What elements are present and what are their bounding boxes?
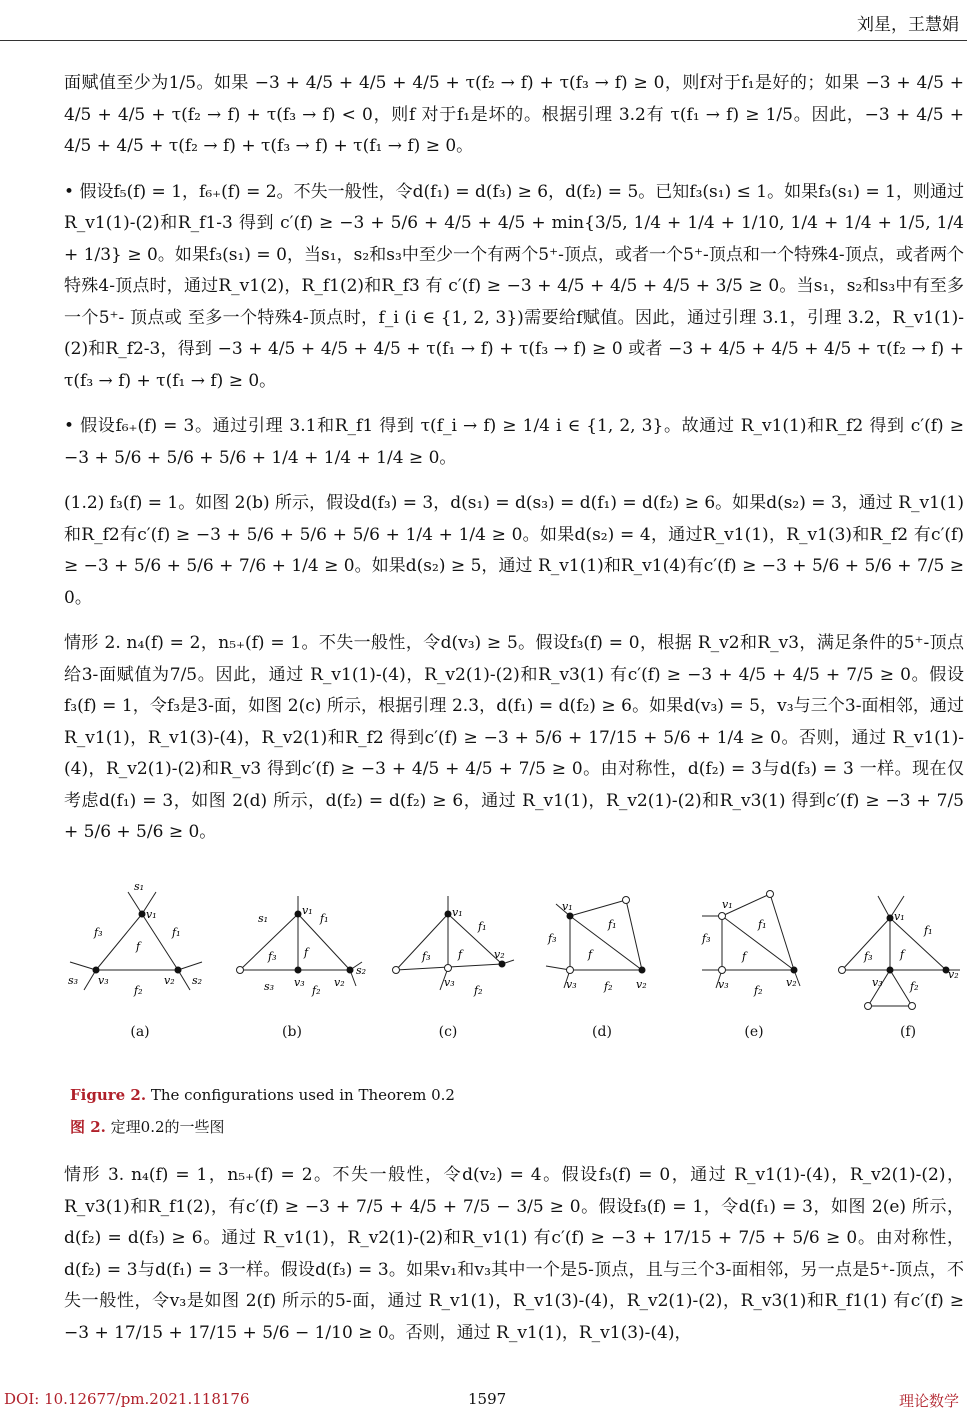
svg-text:f₃: f₃ (864, 950, 873, 963)
header-authors: 刘星，王慧娟 (857, 15, 959, 35)
paragraph-1: 面赋值至少为1/5。如果 −3 + 4/5 + 4/5 + 4/5 + τ(f₂ → f) + τ(f₃ → f) ≥ 0，则f对于f₁是好的；如果 −3 + 4/5 + 4/5 + 4/5 + τ(f₂ → f) + τ(f₃ → f) < 0，则f 对于f₁是坏的。根据引理 3.2有 τ(f₁ → f) ≥ 1/5。因此，−3 + 4/5 + 4/5 + 4/5 + τ(f₂ → f) + τ(f₃ → f) + τ(f₁ → f) ≥ 0。 (64, 73, 964, 156)
svg-text:f: f (304, 946, 309, 959)
svg-text:v₁: v₁ (302, 904, 313, 917)
footer-page-number: 1597 (468, 1390, 507, 1408)
svg-text:v₁: v₁ (722, 898, 733, 911)
configuration-b-diagram (224, 878, 374, 1018)
svg-text:f₂: f₂ (474, 984, 483, 997)
configuration-a-diagram (64, 878, 214, 1018)
svg-text:v₁: v₁ (146, 908, 157, 921)
svg-text:v₃: v₃ (294, 976, 305, 989)
svg-text:f: f (900, 948, 905, 961)
svg-text:v₂: v₂ (494, 948, 505, 961)
svg-text:f₂: f₂ (910, 980, 919, 993)
svg-text:v₁: v₁ (452, 906, 463, 919)
svg-text:v₂: v₂ (334, 976, 345, 989)
page-footer (0, 1390, 967, 1414)
svg-text:f₁: f₁ (608, 918, 617, 931)
configuration-d-diagram (536, 878, 686, 1018)
svg-text:f₂: f₂ (754, 984, 763, 997)
svg-text:v₃: v₃ (98, 974, 109, 987)
subfigure-label-e: (e) (744, 1024, 764, 1040)
svg-text:f: f (742, 950, 747, 963)
configuration-f-diagram (814, 878, 964, 1018)
footer-journal-name: 理论数学 (898, 1392, 959, 1410)
figure-caption-english (70, 1086, 455, 1104)
subfigure-b (224, 878, 374, 1018)
svg-text:f₁: f₁ (758, 918, 767, 931)
svg-text:s₁: s₁ (134, 880, 145, 893)
paragraph-4: (1.2) f₃(f) = 1。如图 2(b) 所示，假设d(f₃) = 3，d(s₁) = d(s₃) = d(f₁) = d(f₂) ≥ 6。如果d(s₂) = 3，通过 R_v1(1)和R_f2有c′(f) ≥ −3 + 5/6 + 5/6 + 5/6 + 1/4 + 1/4 ≥ 0。如果d(s₂) = 4，通过R_v1(1)，R_v1(3)和R_f2 有c′(f) ≥ −3 + 5/6 + 5/6 + 7/6 + 1/4 ≥ 0。如果d(s₂) ≥ 5，通过 R_v1(1)和R_v1(4)有c′(f) ≥ −3 + 5/6 + 5/6 + 7/5 ≥ 0。 (64, 493, 964, 608)
svg-text:f₃: f₃ (422, 950, 431, 963)
svg-text:f: f (136, 940, 141, 953)
configuration-c-diagram (382, 878, 532, 1018)
body-text-continued (64, 1160, 964, 1363)
svg-text:f: f (588, 948, 593, 961)
svg-text:s₂: s₂ (356, 964, 367, 977)
svg-text:f₃: f₃ (94, 926, 103, 939)
caption-en-text: The configurations used in Theorem 0.2 (150, 1086, 455, 1104)
caption-cn-tag: 图 2. (70, 1118, 106, 1136)
svg-text:f: f (458, 948, 463, 961)
svg-text:f₁: f₁ (924, 924, 933, 937)
figure-2 (64, 878, 964, 1048)
svg-text:f₂: f₂ (312, 984, 321, 997)
svg-text:s₂: s₂ (192, 974, 203, 987)
subfigure-d (536, 878, 686, 1018)
subfigure-label-a: (a) (130, 1024, 150, 1040)
subfigure-c (382, 878, 532, 1018)
subfigure-label-c: (c) (438, 1024, 458, 1040)
svg-text:f₂: f₂ (604, 980, 613, 993)
subfigure-a (64, 878, 214, 1018)
svg-text:s₃: s₃ (264, 980, 275, 993)
svg-text:f₃: f₃ (548, 932, 557, 945)
page-header (0, 0, 967, 41)
svg-text:v₂: v₂ (948, 968, 959, 981)
footer-doi-link[interactable]: DOI: 10.12677/pm.2021.118176 (4, 1390, 250, 1408)
svg-text:s₁: s₁ (258, 912, 269, 925)
svg-text:v₂: v₂ (164, 974, 175, 987)
svg-text:v₂: v₂ (636, 978, 647, 991)
subfigure-label-b: (b) (282, 1024, 302, 1040)
svg-text:f₃: f₃ (702, 932, 711, 945)
svg-text:f₁: f₁ (320, 912, 329, 925)
figure-caption-chinese (70, 1116, 225, 1137)
svg-text:v₃: v₃ (566, 978, 577, 991)
svg-text:v₁: v₁ (562, 900, 573, 913)
svg-text:v₁: v₁ (894, 910, 905, 923)
paragraph-3: • 假设f₆₊(f) = 3。通过引理 3.1和R_f1 得到 τ(f_i → f) ≥ 1/4 i ∈ {1, 2, 3}。故通过 R_v1(1)和R_f2 得到 c′(f) ≥ −3 + 5/6 + 5/6 + 5/6 + 1/4 + 1/4 + 1/4 ≥ 0。 (64, 416, 964, 468)
svg-text:v₃: v₃ (718, 978, 729, 991)
paragraph-5: 情形 2. n₄(f) = 2，n₅₊(f) = 1。不失一般性，令d(v₃) ≥ 5。假设f₃(f) = 0，根据 R_v2和R_v3，满足条件的5⁺-顶点给3-面赋值为7/5。因此，通过 R_v1(1)-(4)，R_v2(1)-(2)和R_v3(1) 有c′(f) ≥ −3 + 4/5 + 4/5 + 7/5 ≥ 0。假设f₃(f) = 1，令f₃是3-面，如图 2(c) 所示，根据引理 2.3，d(f₁) = d(f₂) ≥ 6。如果d(v₃) = 5，v₃与三个3-面相邻，通过 R_v1(1)，R_v1(3)-(4)，R_v2(1)和R_f2 得到c′(f) ≥ −3 + 5/6 + 17/15 + 5/6 + 1/4 ≥ 0。否则，通过 R_v1(1)-(4)，R_v2(1)-(2)和R_v3 得到c′(f) ≥ −3 + 4/5 + 4/5 + 7/5 ≥ 0。由对称性，d(f₂) = 3与d(f₃) = 3 一样。现在仅考虑d(f₁) = 3，如图 2(d) 所示，d(f₂) = d(f₂) ≥ 6，通过 R_v1(1)，R_v2(1)-(2)和R_v3(1) 得到c′(f) ≥ −3 + 7/5 + 5/6 + 5/6 ≥ 0。 (64, 633, 964, 842)
svg-text:v₃: v₃ (444, 976, 455, 989)
paragraph-2: • 假设f₅(f) = 1，f₆₊(f) = 2。不失一般性，令d(f₁) = d(f₃) ≥ 6，d(f₂) = 5。已知f₃(s₁) ≤ 1。如果f₃(s₁) = 1，则通过 R_v1(1)-(2)和R_f1-3 得到 c′(f) ≥ −3 + 5/6 + 4/5 + 4/5 + min{3/5, 1/4 + 1/4 + 1/10, 1/4 + 1/4 + 1/5, 1/4 + 1/3} ≥ 0。如果f₃(s₁) = 0，当s₁，s₂和s₃中至少一个有两个5⁺-顶点，或者一个5⁺-顶点和一个特殊4-顶点，或者两个特殊4-顶点时，通过R_v1(2)，R_f1(2)和R_f3 有 c′(f) ≥ −3 + 4/5 + 4/5 + 4/5 + 3/5 ≥ 0。当s₁，s₂和s₃中有至多一个5⁺- 顶点或 至多一个特殊4-顶点时，f_i (i ∈ {1, 2, 3})需要给f赋值。因此，通过引理 3.1，引理 3.2，R_v1(1)-(2)和R_f2-3，得到 −3 + 4/5 + 4/5 + 4/5 + τ(f₁ → f) + τ(f₃ → f) ≥ 0 或者 −3 + 4/5 + 4/5 + 4/5 + τ(f₂ → f) + τ(f₃ → f) + τ(f₁ → f) ≥ 0。 (64, 181, 964, 391)
svg-text:f₃: f₃ (268, 950, 277, 963)
svg-text:v₂: v₂ (786, 976, 797, 989)
svg-text:s₃: s₃ (68, 974, 79, 987)
paragraph-6: 情形 3. n₄(f) = 1，n₅₊(f) = 2。不失一般性，令d(v₂) = 4。假设f₃(f) = 0，通过 R_v1(1)-(4)，R_v2(1)-(2)，R_v3(1)和R_f1(2)，有c′(f) ≥ −3 + 7/5 + 4/5 + 7/5 − 3/5 ≥ 0。假设f₃(f) = 1，令d(f₁) = 3，如图 2(e) 所示，d(f₂) = d(f₃) ≥ 6。通过 R_v1(1)，R_v2(1)-(2)和R_v1(1) 有c′(f) ≥ −3 + 17/15 + 7/5 + 5/6 ≥ 0。由对称性，d(f₂) = 3与d(f₁) = 3一样。假设d(f₃) = 3。如果v₁和v₃其中一个是5-顶点，且与三个3-面相邻，另一点是5⁺-顶点，不失一般性，令v₃是如图 2(f) 所示的5-面，通过 R_v1(1)，R_v1(3)-(4)，R_v2(1)-(2)，R_v3(1)和R_f1(1) 有c′(f) ≥ −3 + 17/15 + 17/15 + 5/6 − 1/10 ≥ 0。否则，通过 R_v1(1)，R_v1(3)-(4)， (64, 1165, 964, 1343)
caption-en-tag: Figure 2. (70, 1086, 147, 1104)
subfigure-label-f: (f) (899, 1024, 917, 1040)
svg-text:f₁: f₁ (478, 920, 487, 933)
svg-text:f₂: f₂ (134, 984, 143, 997)
subfigure-f (814, 878, 964, 1018)
caption-cn-text: 定理0.2的一些图 (110, 1118, 225, 1136)
subfigure-label-d: (d) (592, 1024, 612, 1040)
body-text (64, 68, 964, 863)
svg-text:v₃: v₃ (872, 976, 883, 989)
svg-text:f₁: f₁ (172, 926, 181, 939)
